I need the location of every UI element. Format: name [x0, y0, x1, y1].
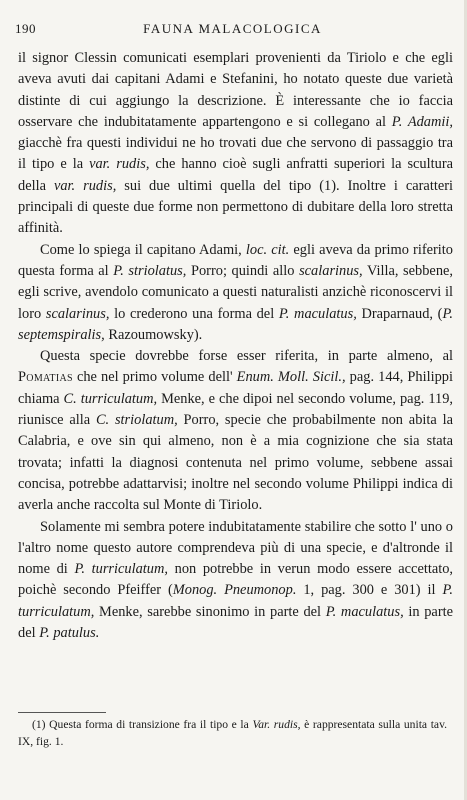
text-run: Porro; quindi allo	[186, 262, 300, 279]
species-name: scalarinus,	[299, 262, 363, 279]
species-name: P. Adamii,	[391, 113, 453, 130]
genus-name: Pomatias	[18, 369, 73, 386]
text-run: Menke, e che dipoi nel secondo volume, pag. 119, riunisce alla	[18, 390, 453, 429]
species-name: C. turriculatum,	[63, 390, 158, 407]
species-name: P. maculatus,	[325, 603, 404, 620]
text-run: Draparnaud, (	[356, 305, 443, 322]
text-run: egli aveva da primo riferito questa forma al	[18, 241, 453, 279]
text-run: Razoumowsky).	[104, 326, 203, 343]
species-name: P. turriculatum,	[74, 561, 168, 578]
text-run: Come lo spiega il capitano Adami,	[40, 241, 246, 258]
species-name: P. patulus.	[39, 625, 100, 642]
body-text	[18, 48, 453, 644]
species-name: scalarinus,	[45, 305, 110, 322]
variety-name: Var. rudis,	[252, 718, 301, 731]
species-name: P. striolatus,	[113, 262, 187, 279]
text-run: pag. 144, Philippi chiama	[18, 369, 453, 407]
paragraph-1	[18, 48, 453, 240]
footnote-rule	[18, 712, 106, 713]
text-run: che hanno cioè sugli anfratti superiori la scultura della	[18, 156, 453, 194]
page-header	[15, 21, 450, 39]
species-name: C. striolatum,	[95, 412, 178, 429]
text-run: Porro, specie che probabilmente non abita la Calabria, e ove sin qui almeno, non è a mia cognizione che sia stata trovata; infatti la diagnosi contenuta nel primo volume, sebbene assai concisa, potrebbe adattarvisi; inoltre nel secondo volume Philippi indica di averla anche raccolta sul Monte di Tiriolo.	[18, 412, 453, 514]
text-run: non potrebbe in verun modo essere accettato, poichè secondo Pfeiffer (	[18, 561, 454, 599]
text-run: Solamente mi sembra potere indubitatamente stabilire che sotto l' uno o l'altro nome questo autore comprendeva più di una specie, e d'altronde il nome di	[18, 518, 453, 578]
paragraph-4	[18, 517, 453, 645]
species-name: P. septemspiralis,	[18, 305, 453, 343]
species-name: var. rudis,	[53, 177, 117, 194]
text-run: Villa, sebbene, egli scrive, avendolo comunicato a questi naturalisti anzichè riconoscervi il loro	[18, 262, 454, 322]
running-title: FAUNA MALACOLOGICA	[143, 21, 322, 36]
species-name: var. rudis,	[89, 156, 150, 173]
text-run: è rappresentata sulla unita tav. IX, fig. 1.	[18, 718, 448, 748]
text-run: sui due ultimi quella del tipo (1). Inoltre i caratteri principali di queste due forme non permettono di dubitare della loro stretta affinità.	[18, 177, 453, 237]
text-run: Questa specie dovrebbe forse esser riferita, in parte almeno, al	[40, 348, 453, 365]
page-number: 190	[15, 21, 36, 36]
footnote-text	[18, 716, 447, 750]
citation: Enum. Moll. Sicil.,	[236, 369, 346, 386]
text-run: Menke, sarebbe sinonimo in parte del	[94, 603, 326, 620]
text-run: in parte del	[18, 603, 453, 642]
text-run: lo crederono una forma del	[109, 305, 279, 322]
text-run: giacchè fra questi individui ne ho trovati due che servono di passaggio tra il tipo e la	[18, 135, 453, 173]
citation: Monog. Pneumonop.	[172, 582, 297, 599]
text-run: (1) Questa forma di transizione fra il tipo e la	[32, 718, 253, 731]
paragraph-2	[18, 240, 453, 346]
text-run: il signor Clessin comunicati esemplari provenienti da Tiriolo e che egli aveva avuti dai capitani Adami e Stefanini, ho notato queste due varietà distinte di cui aggiungo la descrizione. È interessante che io faccia osservare che indubitatamente appartengono e si collegano al	[18, 50, 453, 130]
text-run: 1, pag. 300 e 301) il	[296, 582, 443, 599]
citation: loc. cit.	[245, 241, 290, 258]
species-name: P. turriculatum,	[18, 582, 453, 620]
species-name: P. maculatus,	[278, 305, 357, 322]
paragraph-3	[18, 346, 453, 516]
footnote	[18, 716, 447, 750]
text-run: che nel primo volume dell'	[72, 369, 237, 386]
